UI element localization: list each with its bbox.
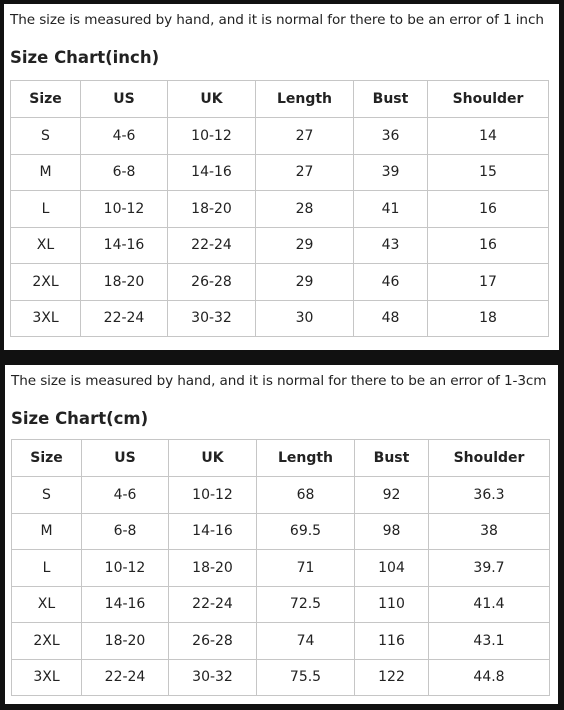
table-cell: 28 xyxy=(256,191,354,228)
table-cell: 10-12 xyxy=(168,118,256,155)
table-cell: 10-12 xyxy=(82,550,169,587)
table-cell: 2XL xyxy=(11,264,81,301)
measurement-note: The size is measured by hand, and it is normal for there to be an error of 1-3cm xyxy=(11,373,547,389)
inch-size-panel xyxy=(4,4,559,350)
column-header: US xyxy=(81,81,168,118)
table-cell: 46 xyxy=(354,264,428,301)
table-cell: 110 xyxy=(355,586,429,623)
table-cell: 104 xyxy=(355,550,429,587)
table-cell: 18-20 xyxy=(168,191,256,228)
column-header: Shoulder xyxy=(428,81,549,118)
column-header: Size xyxy=(12,440,82,477)
table-row xyxy=(12,550,550,587)
table-cell: 6-8 xyxy=(81,154,168,191)
table-cell: 6-8 xyxy=(82,513,169,550)
table-row xyxy=(11,300,549,337)
table-cell: S xyxy=(11,118,81,155)
table-cell: 36 xyxy=(354,118,428,155)
table-cell: 43.1 xyxy=(429,623,550,660)
table-cell: 72.5 xyxy=(257,586,355,623)
table-cell: S xyxy=(12,477,82,514)
table-cell: 18-20 xyxy=(81,264,168,301)
table-cell: 17 xyxy=(428,264,549,301)
table-cell: 29 xyxy=(256,264,354,301)
table-cell: L xyxy=(11,191,81,228)
table-cell: 3XL xyxy=(11,300,81,337)
chart-title: Size Chart(inch) xyxy=(10,48,160,67)
table-cell: 18-20 xyxy=(82,623,169,660)
table-cell: 27 xyxy=(256,118,354,155)
table-cell: 14-16 xyxy=(81,227,168,264)
column-header: UK xyxy=(168,81,256,118)
column-header: Shoulder xyxy=(429,440,550,477)
table-cell: 16 xyxy=(428,227,549,264)
table-cell: 69.5 xyxy=(257,513,355,550)
measurement-note: The size is measured by hand, and it is normal for there to be an error of 1 inch xyxy=(10,12,544,28)
column-header: Size xyxy=(11,81,81,118)
table-cell: 39.7 xyxy=(429,550,550,587)
table-cell: 41.4 xyxy=(429,586,550,623)
column-header: UK xyxy=(169,440,257,477)
table-cell: 30-32 xyxy=(169,659,257,696)
table-cell: XL xyxy=(11,227,81,264)
cm-size-panel xyxy=(5,365,558,704)
table-row xyxy=(11,264,549,301)
table-row xyxy=(11,191,549,228)
table-row xyxy=(12,586,550,623)
table-cell: 26-28 xyxy=(169,623,257,660)
table-cell: 16 xyxy=(428,191,549,228)
size-table-inch xyxy=(10,80,549,337)
chart-title: Size Chart(cm) xyxy=(11,409,149,428)
table-cell: 71 xyxy=(257,550,355,587)
table-header-row xyxy=(12,440,550,477)
table-cell: 41 xyxy=(354,191,428,228)
table-cell: 10-12 xyxy=(81,191,168,228)
table-cell: 36.3 xyxy=(429,477,550,514)
table-cell: L xyxy=(12,550,82,587)
table-cell: 26-28 xyxy=(168,264,256,301)
table-cell: 48 xyxy=(354,300,428,337)
table-cell: 3XL xyxy=(12,659,82,696)
table-row xyxy=(11,227,549,264)
table-cell: 116 xyxy=(355,623,429,660)
table-cell: 27 xyxy=(256,154,354,191)
column-header: Length xyxy=(256,81,354,118)
table-cell: 30 xyxy=(256,300,354,337)
table-row xyxy=(12,659,550,696)
table-row xyxy=(12,623,550,660)
table-cell: 22-24 xyxy=(168,227,256,264)
table-row xyxy=(11,118,549,155)
table-cell: XL xyxy=(12,586,82,623)
table-cell: 44.8 xyxy=(429,659,550,696)
table-cell: 18 xyxy=(428,300,549,337)
table-row xyxy=(12,477,550,514)
table-cell: 18-20 xyxy=(169,550,257,587)
table-cell: 2XL xyxy=(12,623,82,660)
table-cell: 22-24 xyxy=(82,659,169,696)
table-cell: 14 xyxy=(428,118,549,155)
column-header: Bust xyxy=(355,440,429,477)
table-cell: M xyxy=(12,513,82,550)
table-cell: 30-32 xyxy=(168,300,256,337)
table-cell: 22-24 xyxy=(81,300,168,337)
table-cell: 10-12 xyxy=(169,477,257,514)
table-cell: 29 xyxy=(256,227,354,264)
table-cell: 43 xyxy=(354,227,428,264)
table-row xyxy=(12,513,550,550)
table-cell: M xyxy=(11,154,81,191)
table-cell: 74 xyxy=(257,623,355,660)
table-cell: 98 xyxy=(355,513,429,550)
table-cell: 22-24 xyxy=(169,586,257,623)
table-cell: 68 xyxy=(257,477,355,514)
table-row xyxy=(11,154,549,191)
table-cell: 4-6 xyxy=(81,118,168,155)
table-cell: 122 xyxy=(355,659,429,696)
table-cell: 4-6 xyxy=(82,477,169,514)
size-table-cm xyxy=(11,439,550,696)
table-cell: 14-16 xyxy=(82,586,169,623)
column-header: Bust xyxy=(354,81,428,118)
table-cell: 15 xyxy=(428,154,549,191)
table-cell: 75.5 xyxy=(257,659,355,696)
table-cell: 92 xyxy=(355,477,429,514)
column-header: Length xyxy=(257,440,355,477)
column-header: US xyxy=(82,440,169,477)
table-cell: 38 xyxy=(429,513,550,550)
table-cell: 39 xyxy=(354,154,428,191)
table-header-row xyxy=(11,81,549,118)
table-cell: 14-16 xyxy=(169,513,257,550)
table-cell: 14-16 xyxy=(168,154,256,191)
